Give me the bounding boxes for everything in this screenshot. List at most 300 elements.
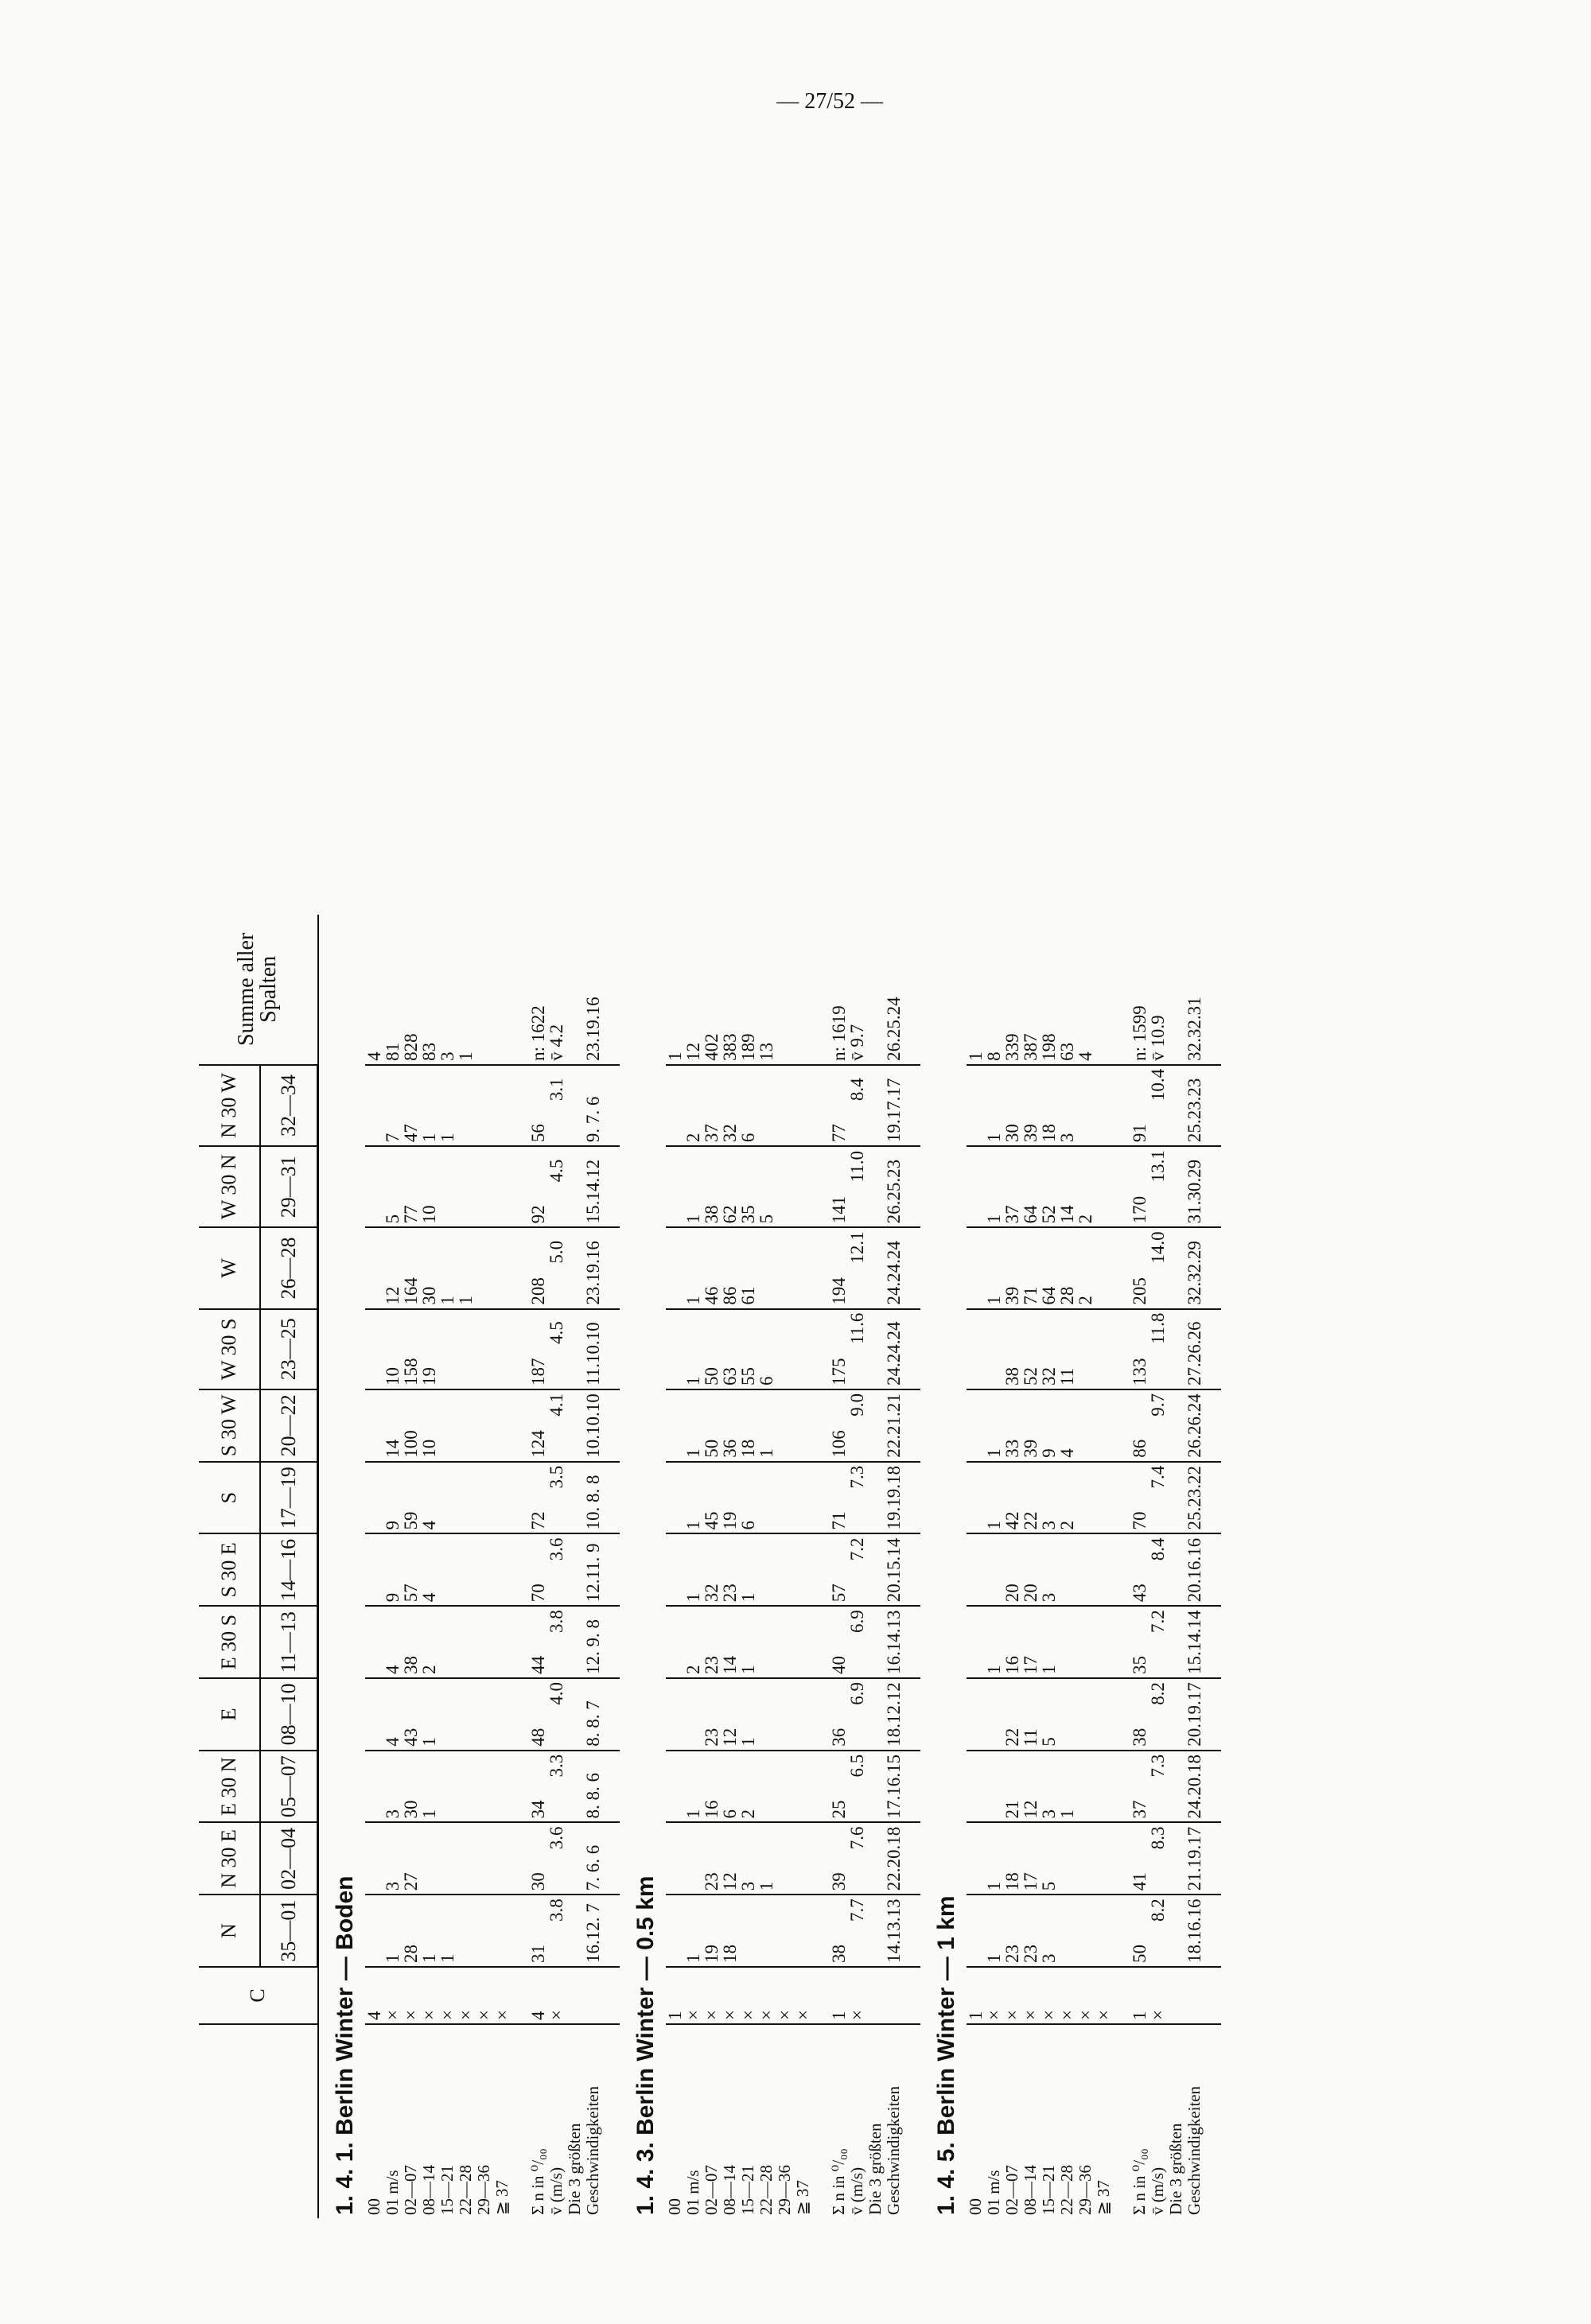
top3-speeds: 12. 9. 8	[583, 1619, 603, 1674]
speed-count: 3	[383, 1809, 403, 1819]
row-label: Die 3 größten	[866, 2123, 885, 2215]
calm-mark: ×	[474, 2010, 494, 2020]
speed-count: 61	[738, 1286, 758, 1305]
speed-count: 50	[702, 1367, 722, 1385]
mean-speed: 5.0	[547, 1240, 566, 1264]
speed-count: 52	[1021, 1367, 1041, 1385]
n-value: 35	[1130, 1656, 1149, 1674]
row-label: Geschwindigkeiten	[1184, 2085, 1204, 2215]
speed-count: 9	[383, 1592, 403, 1603]
n-value: 170	[1130, 1195, 1149, 1224]
calm-n: 1	[1130, 2011, 1149, 2020]
speed-count: 28	[401, 1945, 421, 1963]
speed-count: 6	[738, 1133, 758, 1143]
rotated-table-wrapper	[199, 178, 1305, 2218]
sum-count: 83	[419, 1042, 439, 1061]
speed-count: 38	[1002, 1367, 1022, 1385]
speed-count: 1	[438, 1953, 457, 1963]
top3-speeds: 15.14.14	[1184, 1610, 1204, 1674]
top3-speeds: 8. 8. 6	[583, 1773, 603, 1819]
sum-n: n: 1622	[528, 1005, 548, 1061]
sum-n: n: 1619	[829, 1005, 849, 1061]
sum-top3: 23.19.16	[583, 997, 603, 1061]
speed-count: 1	[1057, 1809, 1077, 1819]
speed-count: 30	[1002, 1124, 1022, 1143]
speed-count: 5	[1039, 1881, 1059, 1891]
top3-speeds: 18.12.12	[884, 1682, 904, 1747]
speed-count: 1	[683, 1592, 703, 1603]
speed-count: 55	[738, 1367, 758, 1385]
n-value: 31	[528, 1945, 548, 1963]
speed-count: 3	[1057, 1133, 1077, 1143]
header-dir: E 30 S	[199, 1606, 260, 1678]
top3-speeds: 24.24.24	[884, 1321, 904, 1385]
mean-speed: 11.8	[1148, 1312, 1168, 1344]
row-label: 22—28	[1057, 2165, 1076, 2215]
section-title: 1. 4. 5. Berlin Winter — 1 km	[933, 1895, 959, 2215]
header-sum: Summe aller Spalten	[199, 915, 318, 1065]
row-label: ≧ 37	[1094, 2180, 1113, 2215]
header-dir: W 30 N	[199, 1146, 260, 1227]
sum-v: v̄ 10.9	[1148, 1015, 1168, 1061]
sum-count: 63	[1057, 1042, 1077, 1061]
speed-count: 32	[1039, 1367, 1059, 1385]
n-value: 106	[829, 1430, 849, 1458]
n-value: 175	[829, 1358, 849, 1385]
n-value: 72	[528, 1511, 548, 1530]
speed-count: 63	[720, 1367, 740, 1385]
speed-count: 33	[1002, 1439, 1022, 1458]
n-value: 38	[829, 1945, 849, 1963]
calm-mark: ×	[1039, 2010, 1059, 2020]
mean-speed: 6.5	[847, 1754, 867, 1778]
calm-mark: ×	[720, 2010, 740, 2020]
row-label: v̄ (m/s)	[1148, 2167, 1167, 2215]
mean-speed: 11.6	[847, 1312, 867, 1344]
mean-speed: 4.0	[547, 1682, 566, 1705]
mean-speed: 3.1	[547, 1078, 566, 1102]
speed-count: 6	[738, 1521, 758, 1530]
speed-count: 27	[401, 1872, 421, 1891]
speed-count: 3	[1039, 1809, 1059, 1819]
speed-count: 18	[1002, 1872, 1022, 1891]
speed-count: 12	[720, 1727, 740, 1747]
speed-count: 32	[702, 1584, 722, 1603]
mean-speed: 10.4	[1148, 1068, 1168, 1102]
mean-speed: 8.4	[1148, 1537, 1168, 1561]
row-label: 08—14	[419, 2165, 438, 2215]
speed-count: 1	[683, 1296, 703, 1305]
speed-count: 36	[720, 1439, 740, 1458]
header-dir: N 30 W	[199, 1065, 260, 1146]
speed-count: 1	[984, 1665, 1004, 1674]
sum-count: 339	[1002, 1033, 1022, 1061]
mean-speed: 6.9	[847, 1610, 867, 1633]
top3-speeds: 9. 7. 6	[583, 1096, 603, 1143]
speed-count: 37	[702, 1124, 722, 1143]
top3-speeds: 20.19.17	[1184, 1682, 1204, 1747]
summary-rows	[529, 915, 602, 2218]
speed-count: 30	[401, 1800, 421, 1819]
section-title-row	[318, 915, 366, 2218]
n-value: 91	[1130, 1124, 1149, 1143]
section-title-row	[920, 915, 967, 2218]
mean-speed: 3.3	[547, 1754, 566, 1778]
header-dir: S	[199, 1462, 260, 1534]
row-label: 02—07	[702, 2165, 721, 2215]
row-label: 02—07	[1002, 2165, 1021, 2215]
mean-speed: 8.3	[1148, 1826, 1168, 1850]
speed-count: 9	[383, 1521, 403, 1530]
top3-speeds: 25.23.22	[1184, 1466, 1204, 1530]
top3-speeds: 15.14.12	[583, 1159, 603, 1224]
sum-top3: 26.25.24	[884, 997, 904, 1061]
speed-count: 1	[984, 1521, 1004, 1530]
speed-count: 64	[1039, 1286, 1059, 1305]
speed-count: 23	[702, 1872, 722, 1891]
row-label: 01 m/s	[984, 2170, 1003, 2215]
calm-v: ×	[1148, 2010, 1168, 2020]
n-value: 56	[528, 1124, 548, 1143]
speed-count: 23	[702, 1727, 722, 1747]
header-range: 20—22	[260, 1389, 318, 1462]
header-range: 05—07	[260, 1751, 318, 1823]
section-title-row	[620, 915, 666, 2218]
row-label: v̄ (m/s)	[547, 2167, 566, 2215]
n-value: 50	[1130, 1945, 1149, 1963]
n-value: 208	[528, 1277, 548, 1305]
speed-count: 37	[1002, 1205, 1022, 1224]
speed-count: 1	[419, 1953, 439, 1963]
header-dir: E 30 N	[199, 1751, 260, 1823]
top3-speeds: 31.30.29	[1184, 1159, 1204, 1224]
row-label: 02—07	[401, 2165, 420, 2215]
header-range: 23—25	[260, 1309, 318, 1389]
calm-mark: ×	[775, 2010, 795, 2020]
speed-count: 3	[1039, 1592, 1059, 1603]
header-range: 08—10	[260, 1678, 318, 1751]
speed-count: 1	[383, 1953, 403, 1963]
speed-count: 17	[1021, 1872, 1041, 1891]
top3-speeds: 25.23.23	[1184, 1078, 1204, 1143]
n-value: 25	[829, 1800, 849, 1819]
row-label: Σ n in ⁰/₀₀	[1130, 2148, 1149, 2215]
header-range: 26—28	[260, 1227, 318, 1308]
speed-count: 2	[419, 1665, 439, 1674]
mean-speed: 14.0	[1148, 1231, 1168, 1264]
calm-mark: ×	[1057, 2010, 1077, 2020]
sum-count: 402	[702, 1033, 722, 1061]
speed-count: 6	[757, 1376, 776, 1385]
mean-speed: 11.0	[847, 1150, 867, 1183]
top3-speeds: 10.10.10	[583, 1393, 603, 1458]
speed-count: 1	[984, 1881, 1004, 1891]
sum-count: 1	[456, 1051, 476, 1061]
speed-count: 10	[419, 1439, 439, 1458]
calm-mark: ×	[984, 2010, 1004, 2020]
n-value: 57	[829, 1584, 849, 1603]
top3-speeds: 22.21.21	[884, 1393, 904, 1458]
top3-speeds: 26.25.23	[884, 1159, 904, 1224]
mean-speed: 3.8	[547, 1898, 566, 1922]
speed-count: 30	[419, 1286, 439, 1305]
speed-count: 3	[1039, 1521, 1059, 1530]
sum-count: 1	[665, 1051, 685, 1061]
calm-mark: ×	[1094, 2010, 1114, 2020]
speed-count: 2	[683, 1665, 703, 1674]
mean-speed: 3.5	[547, 1465, 566, 1489]
speed-count: 20	[1021, 1584, 1041, 1603]
header-range: 29—31	[260, 1146, 318, 1227]
top3-speeds: 18.16.16	[1184, 1898, 1204, 1963]
header-dir: W 30 S	[199, 1309, 260, 1389]
header-range: 32—34	[260, 1065, 318, 1146]
calm-mark: ×	[419, 2010, 439, 2020]
sum-count: 4	[364, 1051, 384, 1061]
speed-count: 23	[702, 1656, 722, 1674]
speed-count: 18	[1039, 1124, 1059, 1143]
speed-count: 17	[1021, 1656, 1041, 1674]
row-label: 22—28	[456, 2165, 475, 2215]
row-label: 29—36	[1076, 2165, 1095, 2215]
speed-count: 2	[1076, 1214, 1095, 1224]
top3-speeds: 12.11. 9	[583, 1543, 603, 1603]
speed-count: 1	[738, 1737, 758, 1747]
mean-speed: 9.0	[847, 1393, 867, 1417]
mean-speed: 4.5	[547, 1159, 566, 1183]
wind-statistics-table	[199, 915, 1221, 2218]
top3-speeds: 20.15.14	[884, 1537, 904, 1603]
calm-mark: ×	[383, 2010, 403, 2020]
top3-speeds: 22.20.18	[884, 1826, 904, 1891]
sum-top3: 32.32.31	[1184, 997, 1204, 1061]
speed-count: 1	[738, 1665, 758, 1674]
row-label: ≧ 37	[793, 2180, 812, 2215]
speed-count: 11	[1021, 1728, 1041, 1747]
page-number: — 27/52 —	[776, 89, 883, 114]
speed-count: 1	[683, 1376, 703, 1385]
speed-count: 10	[383, 1367, 403, 1385]
n-value: 187	[528, 1358, 548, 1385]
mean-speed: 8.2	[1148, 1682, 1168, 1705]
sum-n: n: 1599	[1130, 1005, 1149, 1061]
row-label: 00	[966, 2198, 985, 2215]
section-title: 1. 4. 3. Berlin Winter — 0.5 km	[632, 1875, 659, 2215]
speed-count: 12	[720, 1872, 740, 1891]
n-value: 40	[829, 1656, 849, 1674]
calm-v: ×	[847, 2010, 867, 2020]
speed-count: 14	[1057, 1205, 1077, 1224]
header-dir: E	[199, 1678, 260, 1751]
speed-count: 164	[401, 1277, 421, 1305]
row-label: 29—36	[474, 2165, 493, 2215]
speed-count: 39	[1002, 1286, 1022, 1305]
row-label: 15—21	[1039, 2165, 1058, 2215]
n-value: 41	[1130, 1872, 1149, 1891]
calm-mark: ×	[757, 2010, 776, 2020]
top3-speeds: 11.10.10	[583, 1322, 603, 1385]
speed-count: 4	[383, 1665, 403, 1674]
speed-count: 19	[720, 1511, 740, 1530]
n-value: 34	[528, 1800, 548, 1819]
top3-speeds: 24.24.24	[884, 1241, 904, 1305]
row-label: 01 m/s	[683, 2170, 702, 2215]
speed-count: 22	[1021, 1511, 1041, 1530]
n-value: 30	[528, 1872, 548, 1891]
speed-count: 5	[383, 1214, 403, 1224]
calm-mark: ×	[1076, 2010, 1095, 2020]
n-value: 39	[829, 1872, 849, 1891]
calm-mark: ×	[793, 2010, 813, 2020]
row-label: Die 3 größten	[565, 2123, 584, 2215]
speed-count: 1	[757, 1881, 776, 1891]
speed-count: 5	[757, 1214, 776, 1224]
top3-speeds: 16.14.13	[884, 1610, 904, 1674]
calm-n: 4	[528, 2011, 548, 2020]
speed-count: 1	[738, 1592, 758, 1603]
calm-mark: ×	[683, 2010, 703, 2020]
speed-count: 46	[702, 1286, 722, 1305]
header-dir: N	[199, 1895, 260, 1967]
speed-count: 158	[401, 1358, 421, 1385]
speed-count: 4	[419, 1592, 439, 1603]
calm-n: 1	[829, 2011, 849, 2020]
mean-speed: 7.6	[847, 1826, 867, 1850]
header-dir: S 30 E	[199, 1534, 260, 1607]
speed-count: 19	[702, 1945, 722, 1963]
top3-speeds: 23.19.16	[583, 1241, 603, 1305]
calm-value: 1	[665, 2011, 685, 2020]
speed-rows	[666, 915, 812, 2218]
header-range: 02—04	[260, 1823, 318, 1895]
speed-count: 1	[984, 1296, 1004, 1305]
row-label: 01 m/s	[383, 2170, 402, 2215]
speed-count: 19	[419, 1367, 439, 1385]
speed-count: 16	[702, 1800, 722, 1819]
top3-speeds: 10. 8. 8	[583, 1475, 603, 1530]
mean-speed: 3.6	[547, 1537, 566, 1561]
speed-count: 1	[419, 1809, 439, 1819]
speed-count: 52	[1039, 1205, 1059, 1224]
n-value: 37	[1130, 1800, 1149, 1819]
row-label: Σ n in ⁰/₀₀	[829, 2148, 848, 2215]
speed-count: 1	[683, 1448, 703, 1458]
top3-speeds: 16.12. 7	[583, 1903, 603, 1963]
row-label: 08—14	[1021, 2165, 1040, 2215]
n-value: 43	[1130, 1584, 1149, 1603]
sum-count: 3	[438, 1051, 457, 1061]
speed-count: 1	[757, 1448, 776, 1458]
sum-count: 13	[757, 1042, 776, 1061]
speed-count: 38	[401, 1656, 421, 1674]
sum-count: 4	[1076, 1051, 1095, 1061]
row-label: 29—36	[775, 2165, 794, 2215]
top3-speeds: 21.19.17	[1184, 1826, 1204, 1891]
n-value: 48	[528, 1727, 548, 1747]
row-label: 00	[665, 2198, 684, 2215]
speed-count: 18	[738, 1439, 758, 1458]
speed-count: 50	[702, 1439, 722, 1458]
speed-count: 39	[1021, 1439, 1041, 1458]
speed-count: 4	[383, 1737, 403, 1747]
speed-count: 1	[683, 1953, 703, 1963]
top3-speeds: 32.32.29	[1184, 1241, 1204, 1305]
mean-speed: 3.8	[547, 1610, 566, 1633]
speed-count: 1	[683, 1521, 703, 1530]
sum-count: 81	[383, 1042, 403, 1061]
top3-speeds: 24.20.18	[1184, 1755, 1204, 1819]
speed-count: 86	[720, 1286, 740, 1305]
n-value: 194	[829, 1277, 849, 1305]
row-label: Geschwindigkeiten	[583, 2085, 602, 2215]
calm-mark: ×	[1021, 2010, 1041, 2020]
speed-count: 1	[984, 1133, 1004, 1143]
speed-count: 47	[401, 1124, 421, 1143]
mean-speed: 7.7	[847, 1898, 867, 1922]
top3-speeds: 20.16.16	[1184, 1537, 1204, 1603]
top3-speeds: 17.16.15	[884, 1755, 904, 1819]
sum-count: 1	[966, 1051, 986, 1061]
speed-count: 57	[401, 1584, 421, 1603]
speed-count: 1	[683, 1809, 703, 1819]
table-body	[318, 915, 1222, 2218]
row-label: Geschwindigkeiten	[884, 2085, 903, 2215]
mean-speed: 4.5	[547, 1321, 566, 1344]
speed-count: 14	[383, 1439, 403, 1458]
speed-count: 32	[720, 1124, 740, 1143]
sum-count: 387	[1021, 1033, 1041, 1061]
sum-count: 8	[984, 1051, 1004, 1061]
speed-count: 16	[1002, 1656, 1022, 1674]
header-dir: W	[199, 1227, 260, 1308]
n-value: 92	[528, 1205, 548, 1224]
n-value: 86	[1130, 1439, 1149, 1458]
speed-count: 21	[1002, 1800, 1022, 1819]
row-label: Σ n in ⁰/₀₀	[528, 2148, 547, 2215]
mean-speed: 3.6	[547, 1826, 566, 1850]
speed-count: 12	[1021, 1800, 1041, 1819]
mean-speed: 7.2	[847, 1537, 867, 1561]
top3-speeds: 19.19.18	[884, 1466, 904, 1530]
row-label: 15—21	[438, 2165, 457, 2215]
speed-count: 2	[683, 1133, 703, 1143]
header-dir: S 30 W	[199, 1389, 260, 1462]
speed-count: 1	[419, 1737, 439, 1747]
speed-count: 62	[720, 1205, 740, 1224]
speed-count: 71	[1021, 1286, 1041, 1305]
header-range: 11—13	[260, 1606, 318, 1678]
speed-count: 9	[1039, 1448, 1059, 1458]
speed-count: 43	[401, 1727, 421, 1747]
speed-count: 1	[438, 1296, 457, 1305]
calm-mark: ×	[401, 2010, 421, 2020]
top3-speeds: 19.17.17	[884, 1078, 904, 1143]
top3-speeds: 7. 6. 6	[583, 1844, 603, 1891]
mean-speed: 8.4	[847, 1078, 867, 1102]
n-value: 36	[829, 1727, 849, 1747]
sum-count: 828	[401, 1033, 421, 1061]
header-dir: N 30 E	[199, 1823, 260, 1895]
speed-count: 6	[720, 1809, 740, 1819]
speed-count: 11	[1057, 1367, 1077, 1385]
top3-speeds: 26.26.24	[1184, 1393, 1204, 1458]
calm-mark: ×	[438, 2010, 457, 2020]
speed-count: 4	[1057, 1448, 1077, 1458]
mean-speed: 12.1	[847, 1231, 867, 1264]
summary-rows	[1130, 915, 1204, 2218]
header-range: 35—01	[260, 1895, 318, 1967]
speed-count: 7	[383, 1133, 403, 1143]
